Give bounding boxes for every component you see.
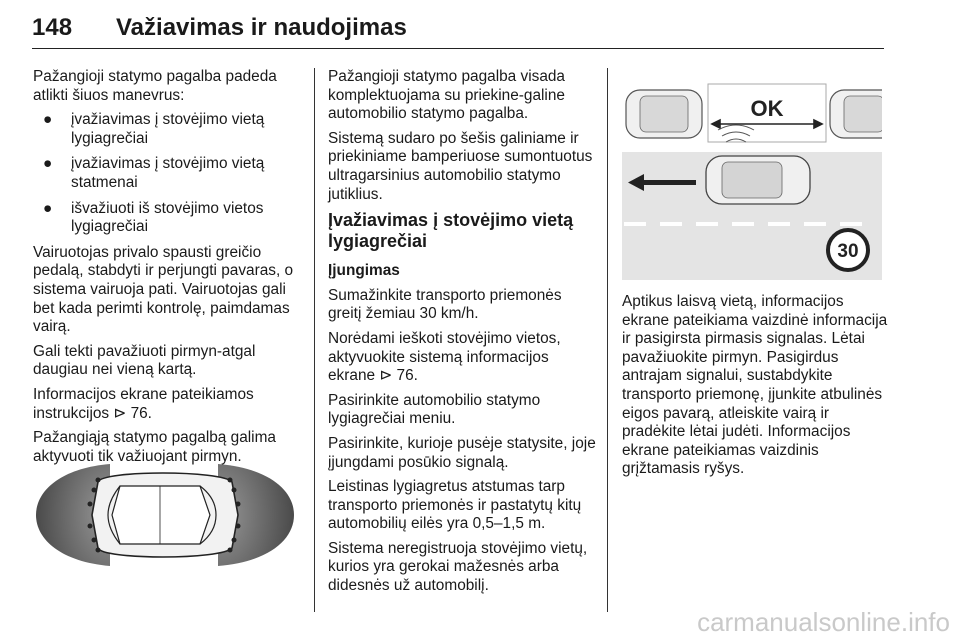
list-item: ● įvažiavimas į stovėjimo vietą lygiagrečiai: [43, 111, 265, 147]
column-2: [328, 68, 596, 602]
moving-car-icon: [706, 156, 810, 204]
maneuver-list: [33, 111, 303, 237]
page-header: [32, 8, 884, 49]
column-3: [622, 293, 892, 485]
page-title: Važiavimas ir naudojimas: [116, 14, 407, 41]
speed-sign-icon: [828, 230, 868, 270]
paragraph: Sistema neregistruoja stovėjimo vietų, kurios yra gerokai mažesnės arba didesnės už automobilį.: [328, 539, 588, 595]
car-top-view-icon: [92, 473, 238, 557]
parked-car-left-icon: [626, 90, 702, 138]
column-1: [33, 68, 303, 472]
svg-text:30: 30: [837, 241, 859, 262]
subheading: Įjungimas: [328, 262, 400, 280]
ok-label: OK: [750, 96, 784, 121]
parking-space-figure: [622, 80, 882, 280]
bullet-icon: ●: [43, 111, 53, 129]
bullet-icon: ●: [43, 199, 53, 217]
watermark: carmanualsonline.info: [697, 607, 950, 637]
column-divider: [314, 68, 315, 612]
paragraph: Sistemą sudaro po šešis galiniame ir priekiniame bamperiuose sumontuotus ultragarsinius automobilio statymo jutiklius.: [328, 129, 593, 203]
paragraph: Pasirinkite, kurioje pusėje statysite, joje įjungdami posūkio signalą.: [328, 434, 596, 471]
paragraph: Pažangiąją statymo pagalbą galima aktyvuoti tik važiuojant pirmyn.: [33, 429, 276, 465]
paragraph: Pasirinkite automobilio statymo lygiagrečiai meniu.: [328, 391, 541, 428]
sensor-coverage-figure: [32, 460, 298, 570]
section-heading: Įvažiavimas į stovėjimo vietą lygiagrečiai: [328, 210, 574, 252]
paragraph: Aptikus laisvą vietą, informacijos ekrane pateikiama vaizdinė informacija ir pasigirsta pirmasis signalas. Lėtai pavažiuokite pirmyn. Pasigirdus antrajam signalui, sustabdykite transporto priemonę, įjunkite atbulinės eigos pavarą, atleiskite vairą ir pradėkite lėtai judėti. Informacijos ekrane pateikiamas vaizdinis grįžtamasis ryšys.: [622, 293, 888, 478]
paragraph: Sumažinkite transporto priemonės greitį žemiau 30 km/h.: [328, 286, 562, 323]
paragraph: Gali tekti pavažiuoti pirmyn-atgal daugiau nei vieną kartą.: [33, 342, 256, 379]
paragraph: Vairuotojas privalo spausti greičio pedalą, stabdyti ir perjungti pavaras, o sistema vairuoja pati. Vairuotojas gali bet kada perimti kontrolę, paimdamas vairą.: [33, 243, 294, 336]
page-number: 148: [32, 14, 73, 41]
parked-car-right-icon: [830, 90, 882, 138]
list-item: ● įvažiavimas į stovėjimo vietą statmenai: [43, 155, 265, 191]
column-divider: [607, 68, 608, 612]
paragraph: Norėdami ieškoti stovėjimo vietos, aktyvuokite sistemą informacijos ekrane ⊳ 76.: [328, 329, 561, 385]
list-item: ● išvažiuoti iš stovėjimo vietos lygiagrečiai: [43, 199, 264, 236]
intro-paragraph: Pažangioji statymo pagalba padeda atlikti šiuos manevrus:: [33, 68, 277, 104]
paragraph: Leistinas lygiagretus atstumas tarp transporto priemonės ir pastatytų kitų automobilių eilės yra 0,5–1,5 m.: [328, 478, 582, 533]
bullet-icon: ●: [43, 155, 53, 173]
paragraph: Pažangioji statymo pagalba visada komplektuojama su priekine-galine automobilio statymo pagalba.: [328, 68, 565, 123]
paragraph: Informacijos ekrane pateikiamos instrukcijos ⊳ 76.: [33, 385, 254, 422]
